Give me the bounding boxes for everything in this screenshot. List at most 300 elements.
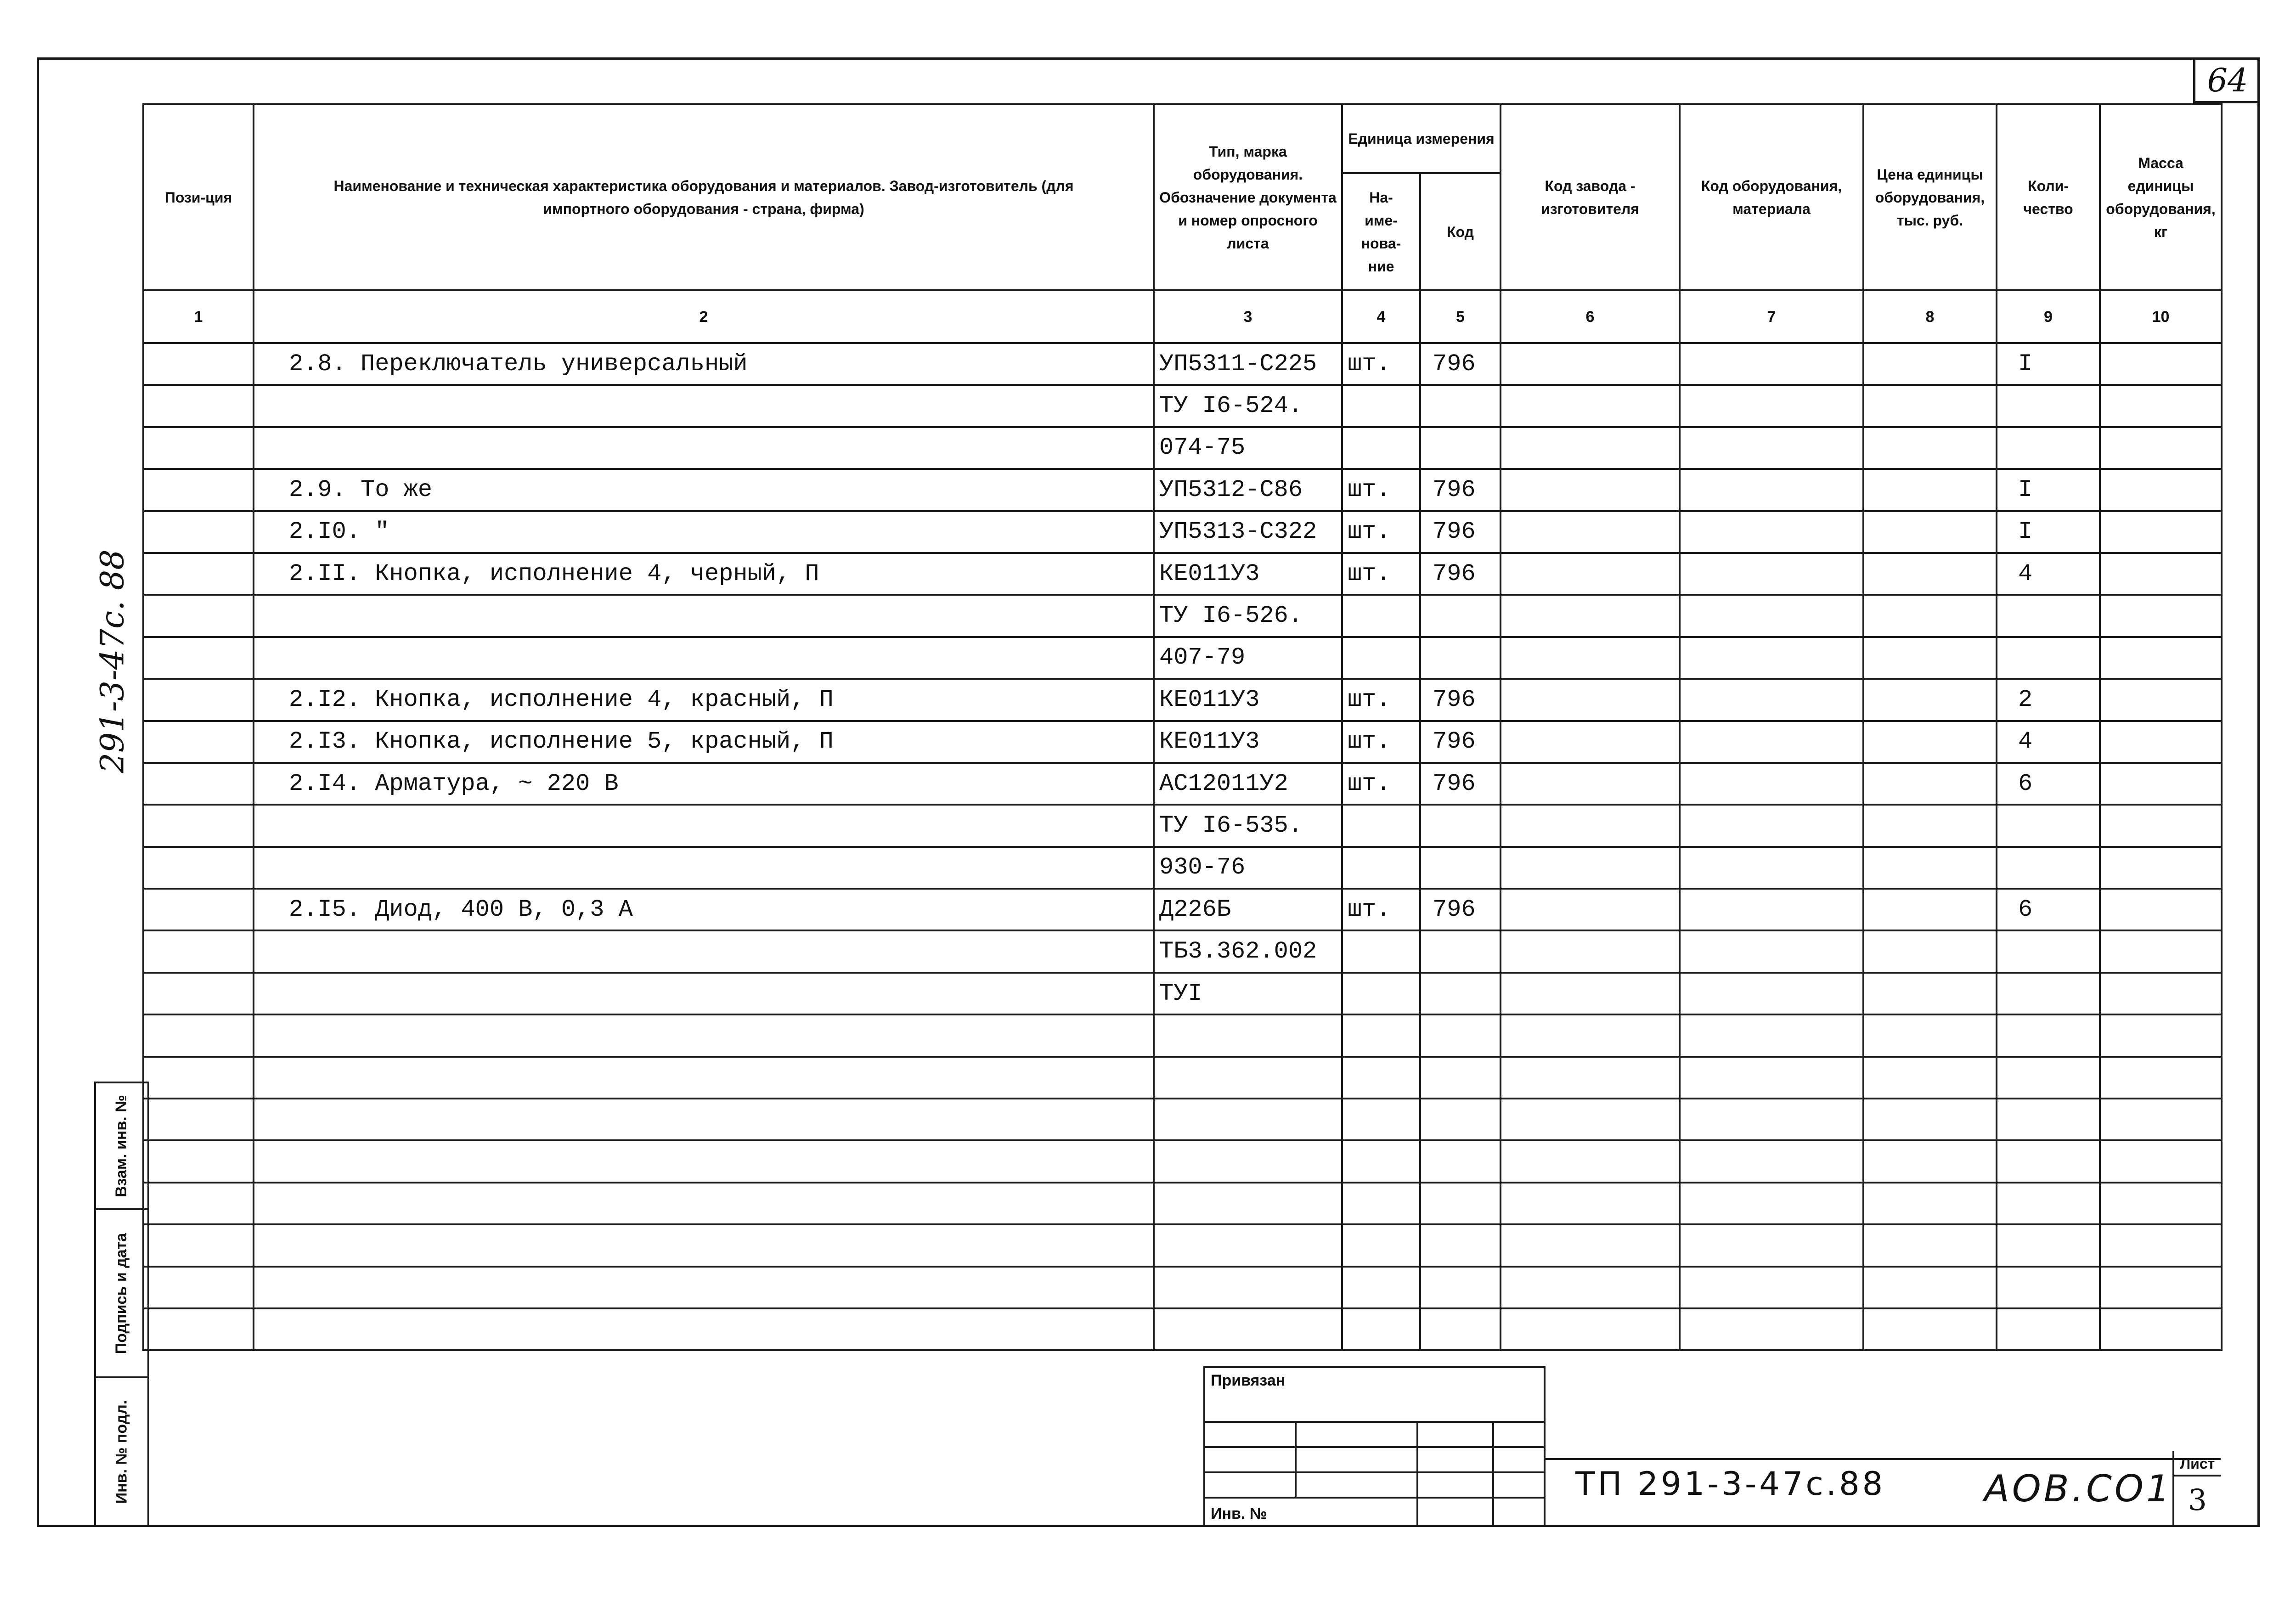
cell-unit-name: шт. — [1342, 343, 1420, 385]
specification-table — [142, 103, 2223, 1351]
stamp-vline-3 — [1492, 1421, 1494, 1525]
cell-type: 074-75 — [1154, 427, 1342, 469]
cell-unit-code: 796 — [1420, 343, 1501, 385]
cell-unit-code — [1420, 1224, 1501, 1266]
header-equipment-code: Код оборудования, материала — [1680, 104, 1863, 290]
cell-type — [1154, 1308, 1342, 1350]
cell-unit-name — [1342, 1308, 1420, 1350]
table-row — [143, 553, 2222, 595]
cell-price — [1863, 889, 1997, 930]
table-row — [143, 973, 2222, 1014]
col-number-2: 2 — [254, 290, 1154, 343]
stamp-vline-1 — [1295, 1421, 1297, 1497]
cell-name — [254, 637, 1154, 679]
binding-stamp — [1203, 1366, 1546, 1527]
cell-factory-code — [1501, 1014, 1680, 1056]
cell-unit-code — [1420, 1308, 1501, 1350]
cell-price — [1863, 427, 1997, 469]
cell-position — [143, 1140, 254, 1182]
cell-factory-code — [1501, 679, 1680, 721]
cell-mass — [2100, 595, 2222, 637]
cell-position — [143, 805, 254, 846]
cell-mass — [2100, 1183, 2222, 1224]
cell-type: ТУ I6-535. — [1154, 805, 1342, 846]
cell-name — [254, 847, 1154, 889]
cell-equipment-code — [1680, 847, 1863, 889]
cell-type: ТУ I6-524. — [1154, 385, 1342, 427]
cell-unit-name: шт. — [1342, 679, 1420, 721]
cell-unit-code: 796 — [1420, 553, 1501, 595]
cell-unit-code — [1420, 805, 1501, 846]
table-row — [143, 721, 2222, 763]
table-header — [143, 104, 2222, 343]
cell-position — [143, 1099, 254, 1140]
cell-unit-code — [1420, 595, 1501, 637]
cell-position — [143, 973, 254, 1014]
cell-position — [143, 553, 254, 595]
cell-position — [143, 511, 254, 553]
table-row — [143, 1224, 2222, 1266]
cell-equipment-code — [1680, 1267, 1863, 1308]
cell-unit-name — [1342, 847, 1420, 889]
cell-equipment-code — [1680, 511, 1863, 553]
side-label-inv-container — [94, 1376, 149, 1527]
cell-name — [254, 595, 1154, 637]
cell-equipment-code — [1680, 973, 1863, 1014]
table-row — [143, 511, 2222, 553]
cell-type — [1154, 1014, 1342, 1056]
side-label-vzam: Взам. инв. № — [113, 1094, 130, 1197]
cell-quantity — [1997, 1140, 2100, 1182]
sheet-label: Лист — [2174, 1451, 2221, 1476]
cell-unit-name: шт. — [1342, 763, 1420, 805]
cell-unit-name — [1342, 1183, 1420, 1224]
cell-position — [143, 595, 254, 637]
cell-equipment-code — [1680, 1099, 1863, 1140]
cell-quantity — [1997, 1224, 2100, 1266]
cell-price — [1863, 930, 1997, 972]
cell-unit-code: 796 — [1420, 511, 1501, 553]
table-row — [143, 889, 2222, 930]
cell-position — [143, 385, 254, 427]
side-document-code-text: 291-3-47c. 88 — [94, 549, 131, 773]
cell-equipment-code — [1680, 930, 1863, 972]
cell-quantity — [1997, 1057, 2100, 1099]
cell-position — [143, 343, 254, 385]
cell-unit-name: шт. — [1342, 721, 1420, 763]
cell-equipment-code — [1680, 343, 1863, 385]
cell-name — [254, 1224, 1154, 1266]
header-factory-code: Код завода - изготовителя — [1501, 104, 1680, 290]
cell-type — [1154, 1099, 1342, 1140]
cell-unit-name: шт. — [1342, 553, 1420, 595]
col-number-6: 6 — [1501, 290, 1680, 343]
cell-unit-code — [1420, 847, 1501, 889]
cell-mass — [2100, 553, 2222, 595]
cell-name — [254, 1014, 1154, 1056]
cell-name — [254, 973, 1154, 1014]
cell-mass — [2100, 721, 2222, 763]
cell-position — [143, 1267, 254, 1308]
cell-quantity: I — [1997, 343, 2100, 385]
col-number-1: 1 — [143, 290, 254, 343]
cell-factory-code — [1501, 847, 1680, 889]
cell-name — [254, 385, 1154, 427]
cell-price — [1863, 1224, 1997, 1266]
cell-equipment-code — [1680, 637, 1863, 679]
title-block-sheet — [2172, 1451, 2221, 1525]
header-name: Наименование и техническая характеристика оборудования и материалов. Завод-изготовитель (для импортного оборудования - страна, фирма) — [254, 104, 1154, 290]
header-unit-group: Единица измерения — [1342, 104, 1501, 173]
cell-quantity — [1997, 1308, 2100, 1350]
cell-quantity — [1997, 1014, 2100, 1056]
cell-unit-name — [1342, 1140, 1420, 1182]
col-number-8: 8 — [1863, 290, 1997, 343]
cell-factory-code — [1501, 763, 1680, 805]
cell-mass — [2100, 343, 2222, 385]
cell-quantity — [1997, 637, 2100, 679]
cell-factory-code — [1501, 889, 1680, 930]
cell-quantity — [1997, 1183, 2100, 1224]
col-number-10: 10 — [2100, 290, 2222, 343]
cell-unit-code — [1420, 973, 1501, 1014]
cell-position — [143, 763, 254, 805]
cell-equipment-code — [1680, 679, 1863, 721]
cell-name — [254, 1140, 1154, 1182]
cell-position — [143, 847, 254, 889]
table-row — [143, 1014, 2222, 1056]
header-mass: Масса единицы оборудования, кг — [2100, 104, 2222, 290]
cell-unit-code: 796 — [1420, 469, 1501, 511]
cell-type: УП5312-С86 — [1154, 469, 1342, 511]
cell-type: ТБ3.362.002 — [1154, 930, 1342, 972]
cell-mass — [2100, 1014, 2222, 1056]
cell-mass — [2100, 973, 2222, 1014]
cell-quantity — [1997, 847, 2100, 889]
cell-quantity — [1997, 385, 2100, 427]
cell-unit-name — [1342, 930, 1420, 972]
cell-type: 930-76 — [1154, 847, 1342, 889]
cell-type: КЕ011У3 — [1154, 679, 1342, 721]
cell-quantity: 6 — [1997, 763, 2100, 805]
cell-factory-code — [1501, 343, 1680, 385]
cell-mass — [2100, 385, 2222, 427]
cell-mass — [2100, 637, 2222, 679]
cell-name: 2.I4. Арматура, ~ 220 В — [254, 763, 1154, 805]
cell-position — [143, 1308, 254, 1350]
cell-equipment-code — [1680, 427, 1863, 469]
table-row — [143, 679, 2222, 721]
cell-price — [1863, 1014, 1997, 1056]
cell-price — [1863, 1267, 1997, 1308]
table-row — [143, 763, 2222, 805]
cell-price — [1863, 1308, 1997, 1350]
cell-factory-code — [1501, 1183, 1680, 1224]
cell-unit-code — [1420, 1183, 1501, 1224]
cell-unit-name — [1342, 1099, 1420, 1140]
cell-price — [1863, 679, 1997, 721]
cell-unit-name — [1342, 1267, 1420, 1308]
cell-quantity — [1997, 1267, 2100, 1308]
cell-unit-code — [1420, 1057, 1501, 1099]
table-row — [143, 930, 2222, 972]
cell-equipment-code — [1680, 1057, 1863, 1099]
table-row — [143, 637, 2222, 679]
header-type: Тип, марка оборудования. Обозначение документа и номер опросного листа — [1154, 104, 1342, 290]
cell-name: 2.I5. Диод, 400 В, 0,3 А — [254, 889, 1154, 930]
cell-unit-name — [1342, 973, 1420, 1014]
side-label-podpis: Подпись и дата — [113, 1233, 130, 1354]
table-row — [143, 1140, 2222, 1182]
cell-unit-code: 796 — [1420, 763, 1501, 805]
cell-position — [143, 1183, 254, 1224]
cell-price — [1863, 385, 1997, 427]
cell-unit-code — [1420, 427, 1501, 469]
cell-quantity — [1997, 427, 2100, 469]
cell-position — [143, 679, 254, 721]
cell-unit-code — [1420, 1099, 1501, 1140]
table-row — [143, 1267, 2222, 1308]
cell-equipment-code — [1680, 1308, 1863, 1350]
cell-position — [143, 637, 254, 679]
cell-factory-code — [1501, 1140, 1680, 1182]
stamp-vline-2 — [1416, 1421, 1418, 1525]
cell-position — [143, 1224, 254, 1266]
cell-type: ТУ I6-526. — [1154, 595, 1342, 637]
cell-name: 2.8. Переключатель универсальный — [254, 343, 1154, 385]
table-row — [143, 1099, 2222, 1140]
cell-type — [1154, 1224, 1342, 1266]
cell-mass — [2100, 427, 2222, 469]
stamp-title: Привязан — [1211, 1372, 1286, 1389]
side-label-inv: Инв. № подл. — [113, 1400, 130, 1504]
cell-factory-code — [1501, 973, 1680, 1014]
cell-equipment-code — [1680, 1183, 1863, 1224]
cell-factory-code — [1501, 595, 1680, 637]
cell-type: КЕ011У3 — [1154, 553, 1342, 595]
cell-factory-code — [1501, 805, 1680, 846]
cell-position — [143, 469, 254, 511]
cell-type: Д226Б — [1154, 889, 1342, 930]
cell-position — [143, 930, 254, 972]
cell-factory-code — [1501, 721, 1680, 763]
cell-quantity: 4 — [1997, 721, 2100, 763]
table-row — [143, 1057, 2222, 1099]
cell-factory-code — [1501, 1267, 1680, 1308]
cell-name: 2.9. То же — [254, 469, 1154, 511]
cell-factory-code — [1501, 427, 1680, 469]
cell-price — [1863, 469, 1997, 511]
cell-equipment-code — [1680, 595, 1863, 637]
table-row — [143, 469, 2222, 511]
side-label-vzam-container — [94, 1082, 149, 1210]
cell-mass — [2100, 1140, 2222, 1182]
cell-type: 407-79 — [1154, 637, 1342, 679]
cell-unit-name — [1342, 427, 1420, 469]
table-row — [143, 385, 2222, 427]
header-numbers-row — [143, 290, 2222, 343]
cell-type — [1154, 1183, 1342, 1224]
cell-factory-code — [1501, 469, 1680, 511]
cell-equipment-code — [1680, 721, 1863, 763]
col-number-3: 3 — [1154, 290, 1342, 343]
col-number-4: 4 — [1342, 290, 1420, 343]
table-row — [143, 1183, 2222, 1224]
cell-type: АС12011У2 — [1154, 763, 1342, 805]
cell-equipment-code — [1680, 763, 1863, 805]
cell-name: 2.I0. " — [254, 511, 1154, 553]
cell-quantity — [1997, 973, 2100, 1014]
table-body — [143, 343, 2222, 1350]
title-block-divider — [1546, 1458, 2221, 1460]
cell-factory-code — [1501, 553, 1680, 595]
cell-factory-code — [1501, 1057, 1680, 1099]
cell-type — [1154, 1140, 1342, 1182]
title-block-doc-code: ТП 291-3-47с.88 — [1575, 1465, 1886, 1503]
cell-equipment-code — [1680, 385, 1863, 427]
cell-unit-name — [1342, 1224, 1420, 1266]
table-row — [143, 847, 2222, 889]
cell-quantity: 4 — [1997, 553, 2100, 595]
cell-mass — [2100, 763, 2222, 805]
cell-unit-code — [1420, 1267, 1501, 1308]
side-stamp-strip — [94, 1082, 149, 1527]
cell-position — [143, 889, 254, 930]
header-price: Цена единицы оборудования, тыс. руб. — [1863, 104, 1997, 290]
cell-name — [254, 427, 1154, 469]
cell-mass — [2100, 511, 2222, 553]
col-number-7: 7 — [1680, 290, 1863, 343]
cell-price — [1863, 973, 1997, 1014]
cell-quantity: 6 — [1997, 889, 2100, 930]
cell-price — [1863, 637, 1997, 679]
cell-factory-code — [1501, 1099, 1680, 1140]
cell-price — [1863, 805, 1997, 846]
col-number-9: 9 — [1997, 290, 2100, 343]
cell-mass — [2100, 1057, 2222, 1099]
cell-price — [1863, 847, 1997, 889]
cell-unit-code — [1420, 1014, 1501, 1056]
header-position: Пози-ция — [143, 104, 254, 290]
cell-mass — [2100, 805, 2222, 846]
side-document-code — [80, 547, 145, 776]
cell-name — [254, 1057, 1154, 1099]
cell-price — [1863, 721, 1997, 763]
cell-equipment-code — [1680, 469, 1863, 511]
cell-mass — [2100, 1267, 2222, 1308]
cell-type: УП5311-С225 — [1154, 343, 1342, 385]
cell-quantity — [1997, 1099, 2100, 1140]
cell-price — [1863, 1140, 1997, 1182]
cell-name — [254, 1099, 1154, 1140]
cell-mass — [2100, 1224, 2222, 1266]
cell-name — [254, 930, 1154, 972]
cell-name: 2.I3. Кнопка, исполнение 5, красный, П — [254, 721, 1154, 763]
cell-equipment-code — [1680, 889, 1863, 930]
cell-quantity — [1997, 930, 2100, 972]
cell-name — [254, 1308, 1154, 1350]
cell-unit-name: шт. — [1342, 889, 1420, 930]
cell-unit-name: шт. — [1342, 469, 1420, 511]
cell-factory-code — [1501, 385, 1680, 427]
cell-mass — [2100, 930, 2222, 972]
cell-type: ТУI — [1154, 973, 1342, 1014]
cell-price — [1863, 595, 1997, 637]
col-number-5: 5 — [1420, 290, 1501, 343]
cell-mass — [2100, 1308, 2222, 1350]
cell-name — [254, 1183, 1154, 1224]
cell-factory-code — [1501, 637, 1680, 679]
title-block-section: АОВ.СО1 — [1984, 1467, 2172, 1510]
header-unit-name: На-име-нова-ние — [1342, 173, 1420, 290]
cell-equipment-code — [1680, 1014, 1863, 1056]
cell-unit-name: шт. — [1342, 511, 1420, 553]
cell-type: КЕ011У3 — [1154, 721, 1342, 763]
cell-unit-name — [1342, 1014, 1420, 1056]
cell-factory-code — [1501, 930, 1680, 972]
table-row — [143, 427, 2222, 469]
cell-unit-name — [1342, 637, 1420, 679]
cell-unit-code: 796 — [1420, 679, 1501, 721]
cell-unit-name — [1342, 595, 1420, 637]
cell-quantity — [1997, 805, 2100, 846]
cell-price — [1863, 343, 1997, 385]
cell-position — [143, 427, 254, 469]
cell-quantity: I — [1997, 469, 2100, 511]
cell-equipment-code — [1680, 1140, 1863, 1182]
cell-price — [1863, 511, 1997, 553]
cell-mass — [2100, 679, 2222, 721]
cell-quantity: I — [1997, 511, 2100, 553]
cell-unit-code: 796 — [1420, 721, 1501, 763]
table-row — [143, 1308, 2222, 1350]
cell-unit-name — [1342, 1057, 1420, 1099]
cell-type — [1154, 1057, 1342, 1099]
cell-position — [143, 721, 254, 763]
cell-name — [254, 1267, 1154, 1308]
cell-unit-code: 796 — [1420, 889, 1501, 930]
cell-mass — [2100, 889, 2222, 930]
cell-type — [1154, 1267, 1342, 1308]
cell-unit-name — [1342, 805, 1420, 846]
header-quantity: Коли-чество — [1997, 104, 2100, 290]
cell-name: 2.II. Кнопка, исполнение 4, черный, П — [254, 553, 1154, 595]
header-unit-code: Код — [1420, 173, 1501, 290]
cell-equipment-code — [1680, 1224, 1863, 1266]
cell-price — [1863, 1183, 1997, 1224]
cell-name — [254, 805, 1154, 846]
cell-unit-code — [1420, 930, 1501, 972]
table-row — [143, 595, 2222, 637]
cell-equipment-code — [1680, 553, 1863, 595]
cell-unit-code — [1420, 1140, 1501, 1182]
cell-price — [1863, 1057, 1997, 1099]
cell-position — [143, 1057, 254, 1099]
table-row — [143, 343, 2222, 385]
cell-unit-code — [1420, 637, 1501, 679]
page-number: 64 — [2193, 57, 2260, 103]
cell-factory-code — [1501, 1308, 1680, 1350]
cell-unit-code — [1420, 385, 1501, 427]
cell-equipment-code — [1680, 805, 1863, 846]
side-label-podpis-container — [94, 1208, 149, 1378]
cell-price — [1863, 1099, 1997, 1140]
stamp-inv-label: Инв. № — [1211, 1505, 1267, 1522]
cell-position — [143, 1014, 254, 1056]
sheet-number: 3 — [2188, 1483, 2207, 1517]
cell-mass — [2100, 847, 2222, 889]
table-row — [143, 805, 2222, 846]
